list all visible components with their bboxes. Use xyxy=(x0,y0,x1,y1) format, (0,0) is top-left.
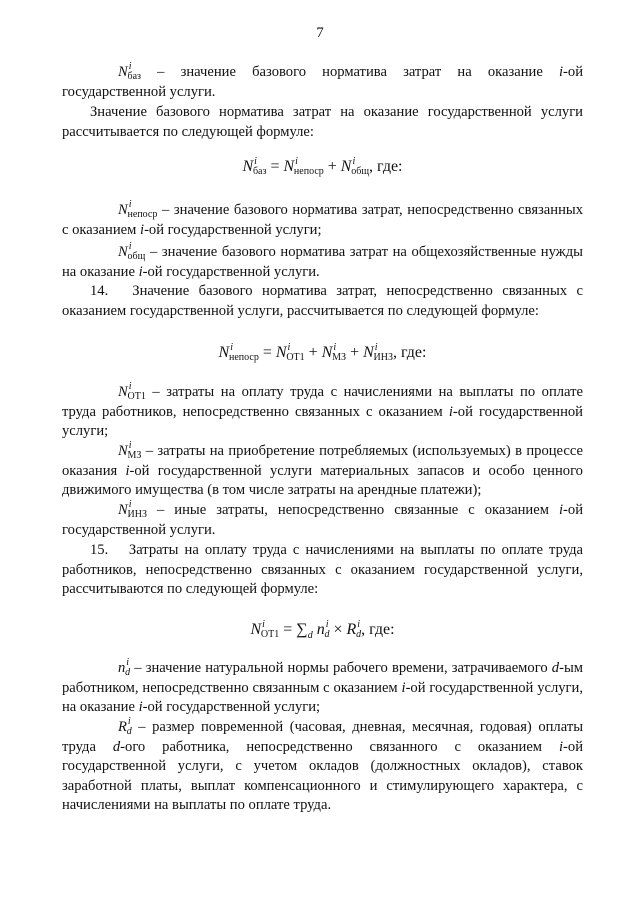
paragraph-base-formula-intro: Значение базового норматива затрат на оказание государственной услуги рассчитывается по следующей формуле: xyxy=(62,104,583,140)
formula-n-baz: $N^i_{баз} = N^i_{непоср} + N^i_{общ}$, где: xyxy=(242,156,403,177)
paragraph-14: 14. Значение базового норматива затрат, непосредственно связанных с оказанием государственной услуги, рассчитывается по следующей формуле: xyxy=(62,283,583,319)
paragraph-15: 15. Затраты на оплату труда с начислениями на выплаты по оплате труда работников, непосредственно связанных с оказанием государственной услуги, рассчитываются по следующей формуле: xyxy=(62,542,583,598)
definition-n-neposr: $N^i_{непоср}$ – значение базового норматива затрат, непосредственно связанных с оказанием i-ой государственной услуги; xyxy=(62,199,583,238)
formula-n-neposr: $N^i_{непоср} = N^i_{ОТ1} + N^i_{МЗ} + N^i_{ИНЗ}$, где: xyxy=(218,342,427,363)
definition-n-d: $n^i_d$ – значение натуральной нормы рабочего времени, затрачиваемого d-ым работником, непосредственно связанным с оказанием i-ой государственной услуги, на оказание i-ой государственной услуги; xyxy=(62,657,583,716)
definition-n-ot1: $N^i_{ОТ1}$ – затраты на оплату труда с начислениями на выплаты по оплате труда работников, непосредственно связанных с оказанием i-ой государственной услуги; xyxy=(62,381,583,440)
definition-r-d: $R^i_d$ – размер повременной (часовая, дневная, месячная, годовая) оплаты труда d-ого работника, непосредственно связанного с оказанием i-ой государственной услуги, с учетом окладов (должностных окладов), ставок заработной платы, выплат компенсационного и стимулирующего характера, с начислениями на выплаты по оплате труда. xyxy=(62,716,583,814)
definition-n-mz: $N^i_{МЗ}$ – затраты на приобретение потребляемых (используемых) в процессе оказания i-ой государственной услуги материальных запасов и особо ценного движимого имущества (в том числе затраты на арендные платежи); xyxy=(62,440,583,499)
definition-n-baz: $N^i_{баз}$ – значение базового норматива затрат на оказание i-ой государственной услуги. xyxy=(62,61,583,100)
definition-n-inz: $N^i_{ИНЗ}$ – иные затраты, непосредственно связанные с оказанием i-ой государственной услуги. xyxy=(62,499,583,538)
page-number: 7 xyxy=(316,25,324,41)
formula-n-ot1: $N^i_{ОТ1} = \sum_d$ $n^i_d \times R^i_d$, где: xyxy=(250,619,395,642)
definition-n-obsh: $N^i_{общ}$ – значение базового норматива затрат на общехозяйственные нужды на оказание i-ой государственной услуги. xyxy=(62,241,583,280)
symbol-n-baz: $N^i_{баз}$ xyxy=(118,61,141,82)
